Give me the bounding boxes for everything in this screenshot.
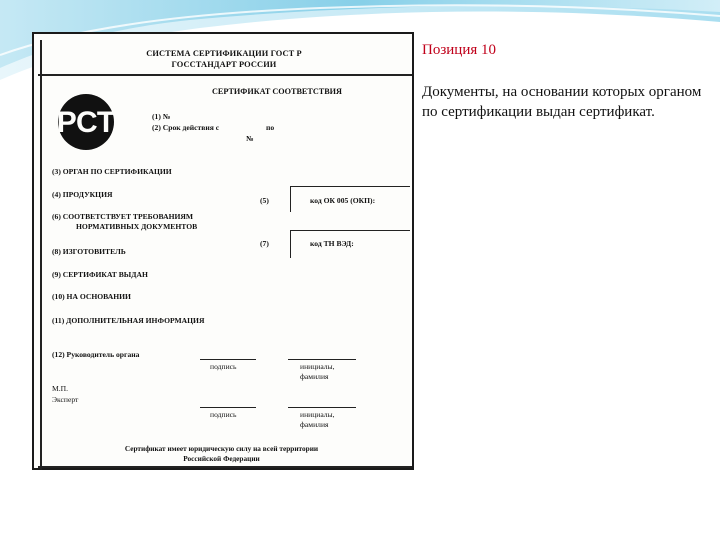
position-description: Документы, на основании которых органом по сертификации выдан сертификат. <box>422 84 702 120</box>
field-5-okp-code: код ОК 005 (ОКП): <box>310 196 376 205</box>
certificate-header <box>104 48 344 70</box>
initials-1-caption-line-2: фамилия <box>300 372 329 381</box>
field-4-product: (4) ПРОДУКЦИЯ <box>52 190 113 199</box>
field-7-box-left <box>290 230 291 258</box>
field-7-label: (7) <box>260 239 269 248</box>
header-line-1: СИСТЕМА СЕРТИФИКАЦИИ ГОСТ Р <box>146 49 302 58</box>
certificate-image <box>32 32 414 470</box>
field-3-certification-body: (3) ОРГАН ПО СЕРТИФИКАЦИИ <box>52 167 172 176</box>
signature-2-line <box>200 407 256 408</box>
certificate-left-rule <box>40 40 42 470</box>
header-underline <box>38 74 412 76</box>
field-9-issued-to: (9) СЕРТИФИКАТ ВЫДАН <box>52 270 148 279</box>
field-2-to: по <box>266 123 275 132</box>
field-2-no: № <box>246 134 254 143</box>
stamp-place: М.П. <box>52 384 69 393</box>
position-title: Позиция 10 <box>422 42 496 58</box>
field-7-tnved-code: код ТН ВЭД: <box>310 239 354 248</box>
logo-lettering: РСТ <box>56 106 116 139</box>
field-7-box-top <box>290 230 410 231</box>
field-11-additional-info: (11) ДОПОЛНИТЕЛЬНАЯ ИНФОРМАЦИЯ <box>52 316 205 325</box>
certificate-title: СЕРТИФИКАТ СООТВЕТСТВИЯ <box>212 87 342 96</box>
field-12-head-of-body: (12) Руководитель органа <box>52 350 140 359</box>
slide-text-block <box>422 40 718 122</box>
signature-2-caption: подпись <box>210 410 237 419</box>
signature-1-line <box>200 359 256 360</box>
initials-2-caption-line-1: инициалы, <box>300 410 335 419</box>
field-5-box-top <box>290 186 410 187</box>
field-5-label: (5) <box>260 196 269 205</box>
field-10-basis: (10) НА ОСНОВАНИИ <box>52 292 131 301</box>
field-5-box-left <box>290 186 291 212</box>
header-line-2: ГОССТАНДАРТ РОССИИ <box>171 60 277 69</box>
certificate-footer <box>94 444 349 464</box>
field-2-validity: (2) Срок действия с <box>152 123 220 132</box>
signature-1-caption: подпись <box>210 362 237 371</box>
field-8-manufacturer: (8) ИЗГОТОВИТЕЛЬ <box>52 247 126 256</box>
rst-logo-icon <box>52 86 122 156</box>
expert-label: Эксперт <box>52 395 79 404</box>
initials-2-line <box>288 407 356 408</box>
footer-rule <box>38 466 412 468</box>
footer-line-1: Сертификат имеет юридическую силу на всей территории <box>124 444 319 453</box>
field-1-number: (1) № <box>152 112 171 121</box>
initials-1-caption-line-1: инициалы, <box>300 362 335 371</box>
field-6-line-2: НОРМАТИВНЫХ ДОКУМЕНТОВ <box>76 222 198 231</box>
initials-1-line <box>288 359 356 360</box>
footer-line-2: Российской Федерации <box>183 454 260 463</box>
initials-2-caption-line-2: фамилия <box>300 420 329 429</box>
field-6-line-1: (6) СООТВЕТСТВУЕТ ТРЕБОВАНИЯМ <box>52 212 194 221</box>
